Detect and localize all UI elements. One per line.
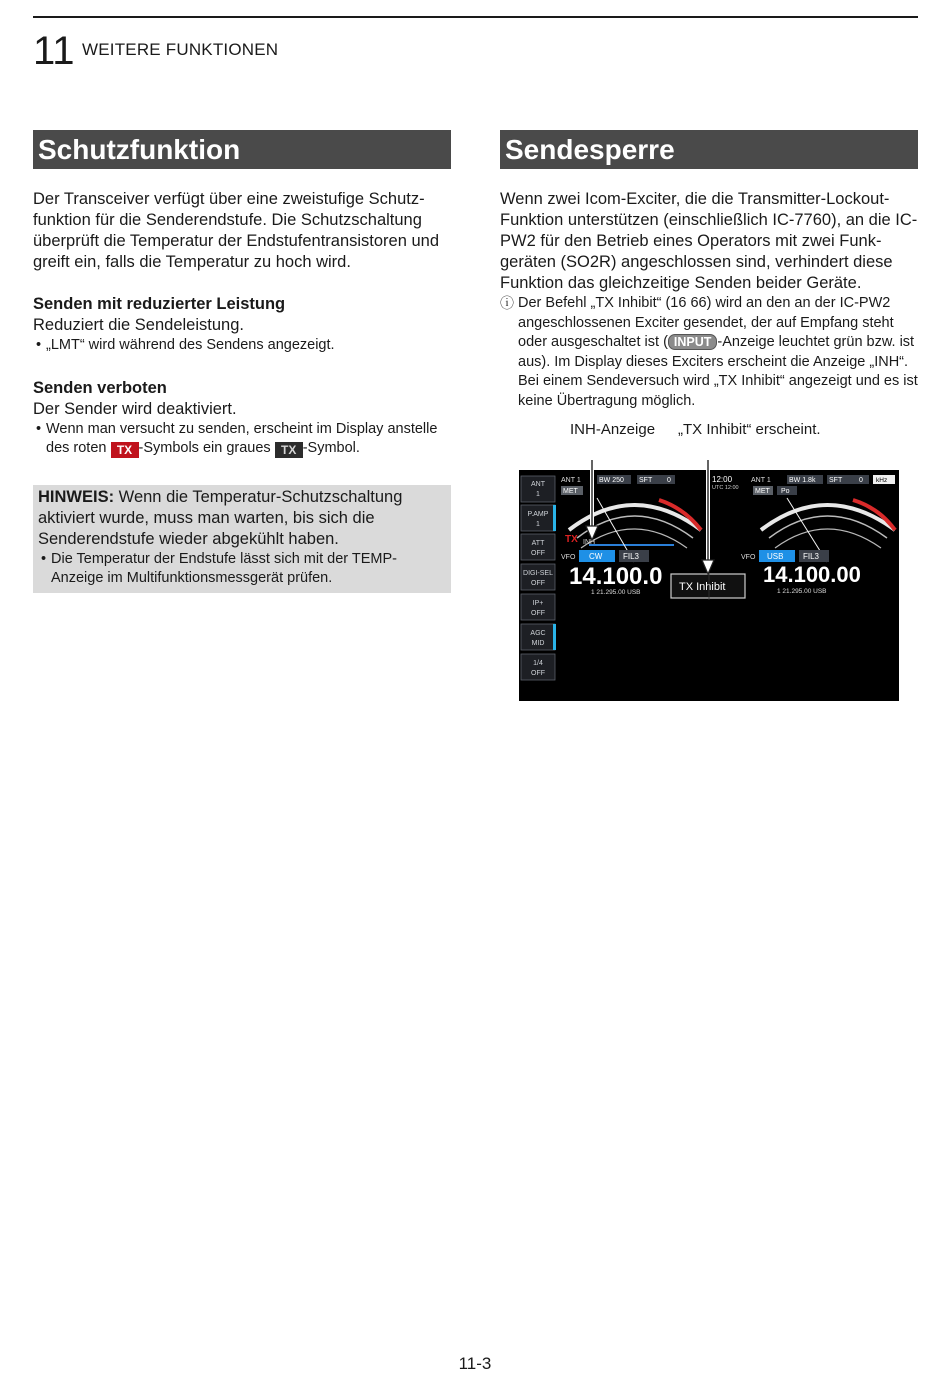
svg-text:INH: INH [583, 539, 596, 546]
svg-text:1: 1 [536, 491, 540, 498]
note-label: HINWEIS: [38, 487, 115, 506]
svg-text:14.100.00: 14.100.00 [763, 562, 861, 587]
svg-text:VFO: VFO [741, 554, 756, 561]
svg-text:ANT: ANT [531, 481, 545, 488]
svg-text:1/4: 1/4 [533, 660, 543, 667]
svg-text:VFO: VFO [561, 554, 576, 561]
svg-text:Po: Po [781, 488, 790, 495]
tx-red-symbol: TX [111, 442, 139, 458]
label-tx-inhibit: „TX Inhibit“ erscheint. [678, 421, 821, 438]
svg-text:OFF: OFF [531, 610, 545, 617]
svg-text:kHz: kHz [876, 477, 888, 484]
page-number: 11-3 [458, 1354, 492, 1373]
svg-text:OFF: OFF [531, 550, 545, 557]
svg-text:1 21.295.00 USB: 1 21.295.00 USB [591, 589, 641, 596]
svg-text:OFF: OFF [531, 670, 545, 677]
svg-text:MID: MID [531, 640, 545, 647]
section-title: Sendesperre [500, 130, 918, 169]
chapter-title: WEITERE FUNKTIONEN [82, 40, 279, 59]
svg-text:ANT 1: ANT 1 [561, 477, 581, 484]
svg-text:BW 1.8k: BW 1.8k [789, 477, 816, 484]
svg-text:SFT: SFT [829, 477, 843, 484]
label-inh: INH-Anzeige [570, 421, 656, 438]
intro-paragraph: Der Transceiver verfügt über eine zweistufige Schutz-funktion für die Senderendstufe. Die Schutzschaltung überprüft die Temperatur der Endstufentransistoren und greift ein, falls die Temperatur zu hoch wird. [33, 190, 440, 271]
svg-text:14.100.0: 14.100.0 [569, 563, 663, 590]
svg-text:MET: MET [755, 488, 770, 495]
bullet-item: • Wenn man versucht zu senden, erscheint im Display anstelle des roten TX -Symbols ein graues TX -Symbol. [36, 420, 438, 457]
note-text: Wenn die Temperatur-Schutzschaltung aktiviert wurde, muss man warten, bis sich die Senderendstufe wieder abgekühlt haben. [38, 487, 403, 548]
svg-text:BW 250: BW 250 [599, 477, 624, 484]
svg-text:UTC 12:00: UTC 12:00 [712, 485, 739, 491]
svg-text:0: 0 [667, 477, 671, 484]
forbidden-text: Der Sender wird deaktiviert. [33, 399, 237, 418]
bullet-item: • „LMT“ wird während des Sendens angezeigt. [36, 337, 335, 353]
svg-text:P.AMP: P.AMP [527, 511, 549, 518]
svg-text:OFF: OFF [531, 580, 545, 587]
svg-text:CW: CW [589, 552, 603, 561]
svg-text:FIL3: FIL3 [803, 552, 820, 561]
input-indicator: INPUT [668, 334, 718, 350]
tx-gray-symbol: TX [275, 442, 303, 458]
svg-text:ANT 1: ANT 1 [751, 477, 771, 484]
svg-text:12:00: 12:00 [712, 475, 733, 484]
svg-text:SFT: SFT [639, 477, 653, 484]
svg-text:AGC: AGC [530, 630, 546, 637]
svg-text:TX: TX [565, 534, 578, 545]
info-icon: ⓘ [500, 295, 514, 311]
svg-text:DIGI-SEL: DIGI-SEL [523, 570, 553, 577]
svg-text:USB: USB [767, 552, 784, 561]
bullet-item: • Die Temperatur der Endstufe lässt sich mit der TEMP-Anzeige im Multifunktionsmessgerät prüfen. [41, 550, 397, 586]
intro-paragraph: Wenn zwei Icom-Exciter, die die Transmitter-Lockout-Funktion unterstützen (einschließlich IC-7760), an die IC-PW2 für den Betrieb eines Operators mit zwei Funk-geräten (SO2R) angeschlossen sind, verhindert diese Funktion das gleichzeitige Senden beider Geräte. [500, 190, 918, 292]
svg-text:IP+: IP+ [532, 600, 544, 607]
svg-text:FIL3: FIL3 [623, 552, 640, 561]
chapter-number: 11 [33, 29, 75, 73]
section-title: Schutzfunktion [33, 130, 451, 169]
svg-text:0: 0 [859, 477, 863, 484]
info-item: ⓘ Der Befehl „TX Inhibit“ (16 66) wird an den an der IC-PW2 angeschlossenen Exciter gesendet, der auf Empfang steht oder ausgeschaltet ist ( INPUT -Anzeige leuchtet grün bzw. ist aus). Im Display dieses Exciters erscheint die Anzeige „INH“. Bei einem Sendeversuch wird „TX Inhibit“ angezeigt und es ist keine Übertragung möglich. [500, 294, 918, 411]
svg-text:ATT: ATT [531, 540, 545, 547]
subheading-forbidden: Senden verboten [33, 378, 167, 397]
svg-text:MET: MET [563, 488, 578, 495]
svg-text:1: 1 [536, 521, 540, 528]
svg-text:1 21.295.00 USB: 1 21.295.00 USB [777, 588, 827, 595]
reduced-text: Reduziert die Sendeleistung. [33, 316, 244, 334]
svg-text:TX Inhibit: TX Inhibit [679, 581, 726, 593]
subheading-reduced: Senden mit reduzierter Leistung [33, 295, 286, 313]
